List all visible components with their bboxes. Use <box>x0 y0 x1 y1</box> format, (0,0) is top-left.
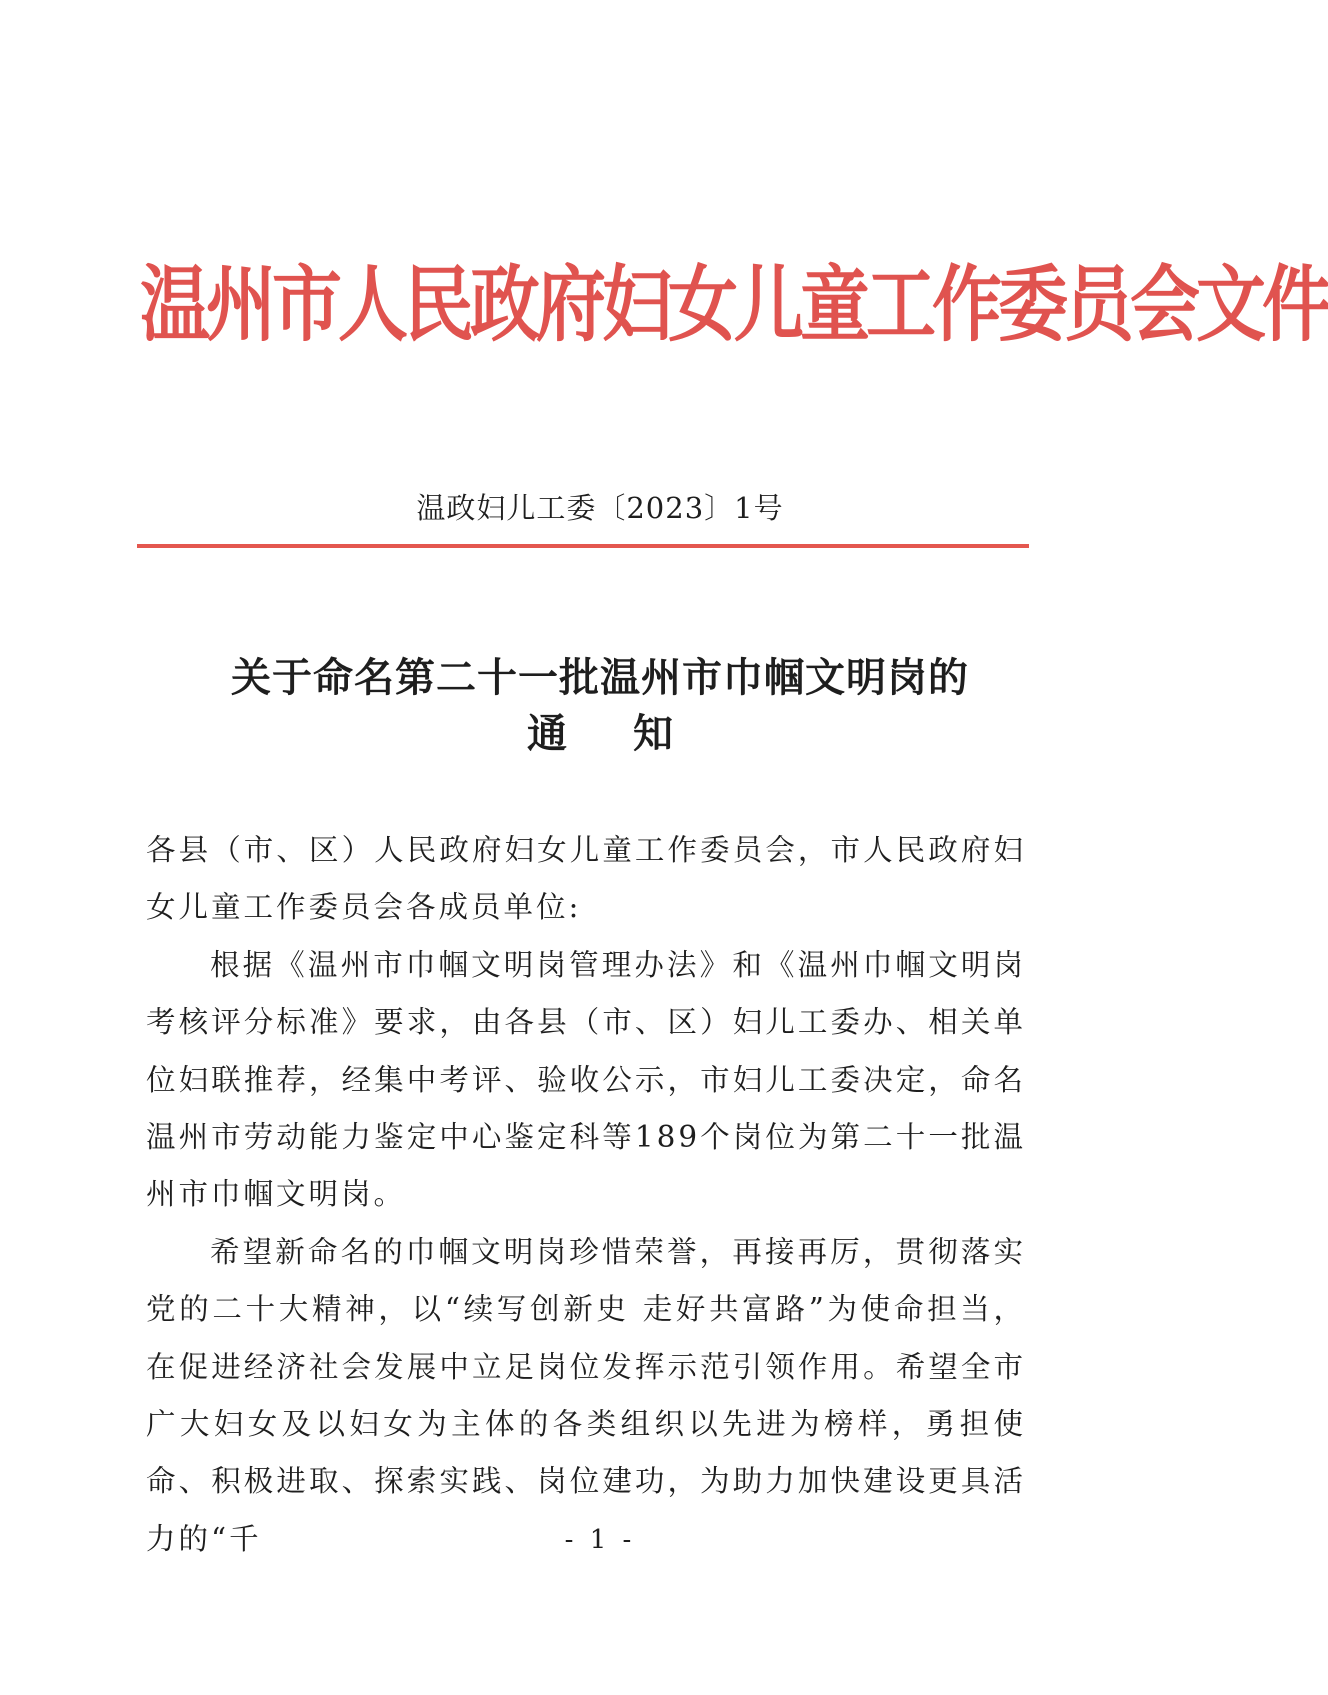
red-divider-line <box>137 544 1029 548</box>
notice-title <box>0 650 1200 762</box>
body-paragraph-1: 根据《温州市巾帼文明岗管理办法》和《温州巾帼文明岗考核评分标准》要求，由各县（市、区）妇儿工委办、相关单位妇联推荐，经集中考评、验收公示，市妇儿工委决定，命名温州市劳动能力鉴定中心鉴定科等189个岗位为第二十一批温州市巾帼文明岗。 <box>146 947 1026 1212</box>
notice-body <box>146 822 1026 1568</box>
document-number: 温政妇儿工委〔2023〕1号 <box>416 491 784 525</box>
body-paragraph-2: 希望新命名的巾帼文明岗珍惜荣誉，再接再厉，贯彻落实党的二十大精神，以“续写创新史 走好共富路”为使命担当，在促进经济社会发展中立足岗位发挥示范引领作用。希望全市广大妇女及以妇女为主体的各类组织以先进为榜样，勇担使命、积极进取、探索实践、岗位建功，为助力加快建设更具活力的“千 <box>146 1234 1026 1556</box>
page-number: - 1 - <box>564 1525 636 1555</box>
masthead-title: 温州市人民政府妇女儿童工作委员会文件 <box>140 255 1328 354</box>
notice-title-line2: 通知 <box>527 711 739 757</box>
notice-title-line1: 关于命名第二十一批温州市巾帼文明岗的 <box>231 655 969 701</box>
salutation: 各县（市、区）人民政府妇女儿童工作委员会，市人民政府妇女儿童工作委员会各成员单位: <box>146 833 1026 925</box>
